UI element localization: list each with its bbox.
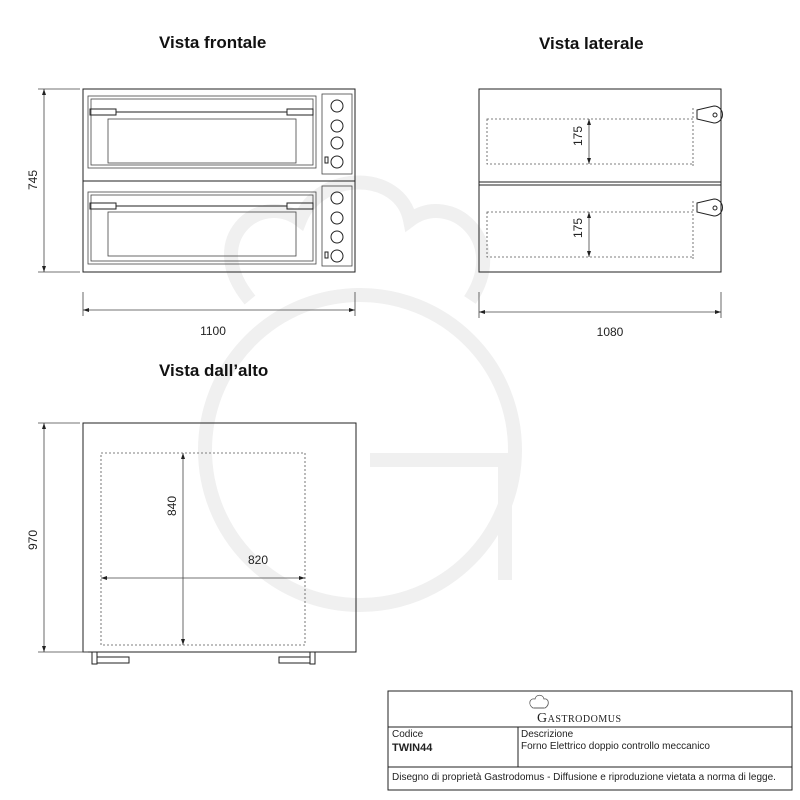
front-width-dimension bbox=[83, 292, 355, 338]
front-height-label: 745 bbox=[26, 169, 40, 191]
side-depth-dimension bbox=[479, 292, 721, 339]
upper-oven-door bbox=[88, 96, 316, 168]
upper-control-knobs bbox=[325, 100, 343, 168]
front-view-title: Vista frontale bbox=[159, 33, 267, 52]
code-label: Codice bbox=[392, 729, 424, 740]
inner-width-label: 820 bbox=[247, 553, 269, 567]
upper-chamber-height-label: 175 bbox=[571, 125, 585, 147]
side-view-title: Vista laterale bbox=[539, 34, 644, 53]
inner-depth-label: 840 bbox=[165, 495, 179, 517]
lower-oven-door bbox=[88, 192, 316, 264]
top-view bbox=[26, 423, 356, 664]
front-view bbox=[26, 89, 355, 338]
lower-control-knobs bbox=[325, 192, 343, 262]
description-label: Descrizione bbox=[521, 729, 574, 740]
top-depth-label: 970 bbox=[26, 529, 40, 551]
side-view bbox=[479, 89, 723, 339]
ownership-footer: Disegno di proprietà Gastrodomus - Diffusione e riproduzione vietata a norma di legge. bbox=[392, 772, 776, 783]
front-width-label: 1100 bbox=[200, 324, 226, 338]
description-value: Forno Elettrico doppio controllo meccanico bbox=[521, 741, 710, 752]
chef-hat-icon bbox=[530, 695, 548, 708]
side-depth-label: 1080 bbox=[596, 325, 624, 339]
top-view-title: Vista dall’alto bbox=[159, 361, 269, 380]
title-block bbox=[388, 691, 792, 790]
code-value: TWIN44 bbox=[392, 742, 433, 754]
front-height-dimension bbox=[26, 89, 80, 272]
lower-chamber-height-label: 175 bbox=[571, 217, 585, 239]
brand-name: Gastrodomus bbox=[537, 711, 622, 726]
